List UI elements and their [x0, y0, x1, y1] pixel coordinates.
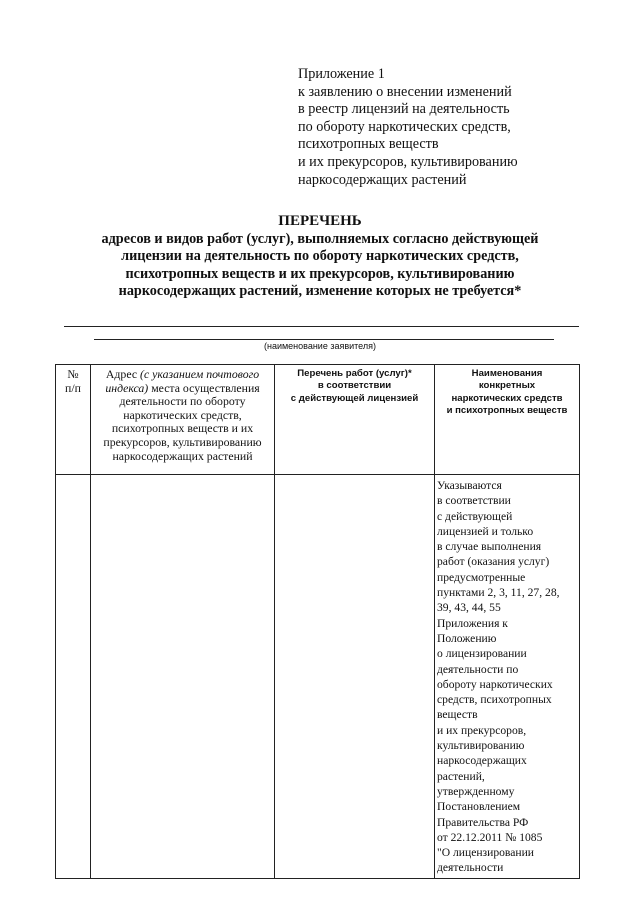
appendix-line: наркосодержащих растений	[298, 171, 467, 188]
appendix-block	[298, 66, 518, 189]
document-heading	[40, 213, 600, 300]
heading-line: психотропных веществ и их прекурсоров, культивированию	[125, 265, 515, 282]
cell-substances-note: Указываются в соответствии с действующей лицензией и только в случае выполнения работ (оказания услуг) предусмотренные пунктами 2, 3, 11, 27, 28, 39, 43, 44, 55 Приложения к Положению о лицензировании деятельности по обороту наркотических средств, психотропных веществ и их прекурсоров, культивированию наркосодержащих растений, утвержденному Постановлением Правительства РФ от 22.12.2011 № 1085 "О лицензировании деятельности	[435, 475, 580, 879]
header-works-list: Перечень работ (услуг)* в соответствии с действующей лицензией	[275, 365, 435, 475]
document-title: ПЕРЕЧЕНЬ	[278, 213, 362, 229]
appendix-line: по обороту наркотических средств,	[298, 118, 511, 135]
appendix-line: в реестр лицензий на деятельность	[298, 101, 510, 118]
header-number: № п/п	[56, 365, 91, 475]
applicant-name-line	[64, 326, 579, 327]
appendix-line: психотропных веществ	[298, 136, 439, 153]
applicant-name-caption: (наименование заявителя)	[263, 341, 377, 351]
addresses-table	[55, 364, 580, 879]
appendix-line: к заявлению о внесении изменений	[298, 83, 512, 100]
heading-line: наркосодержащих растений, изменение которых не требуется*	[118, 282, 522, 299]
header-substances: Наименования конкретных наркотических средств и психотропных веществ	[435, 365, 580, 475]
table-header-row	[56, 365, 580, 475]
cell-number[interactable]	[56, 475, 91, 879]
applicant-name-underline	[94, 339, 554, 340]
cell-works[interactable]	[275, 475, 435, 879]
appendix-line: и их прекурсоров, культивированию	[298, 153, 518, 170]
cell-address[interactable]	[91, 475, 275, 879]
heading-line: адресов и видов работ (услуг), выполняемых согласно действующей	[101, 231, 539, 248]
header-address: Адрес (с указанием почтового индекса) места осуществления деятельности по обороту наркотических средств, психотропных веществ и их прекурсоров, культивированию наркосодержащих растений	[91, 365, 275, 475]
appendix-line: Приложение 1	[298, 66, 385, 82]
table-row	[56, 475, 580, 879]
heading-line: лицензии на деятельность по обороту наркотических средств,	[121, 248, 519, 265]
